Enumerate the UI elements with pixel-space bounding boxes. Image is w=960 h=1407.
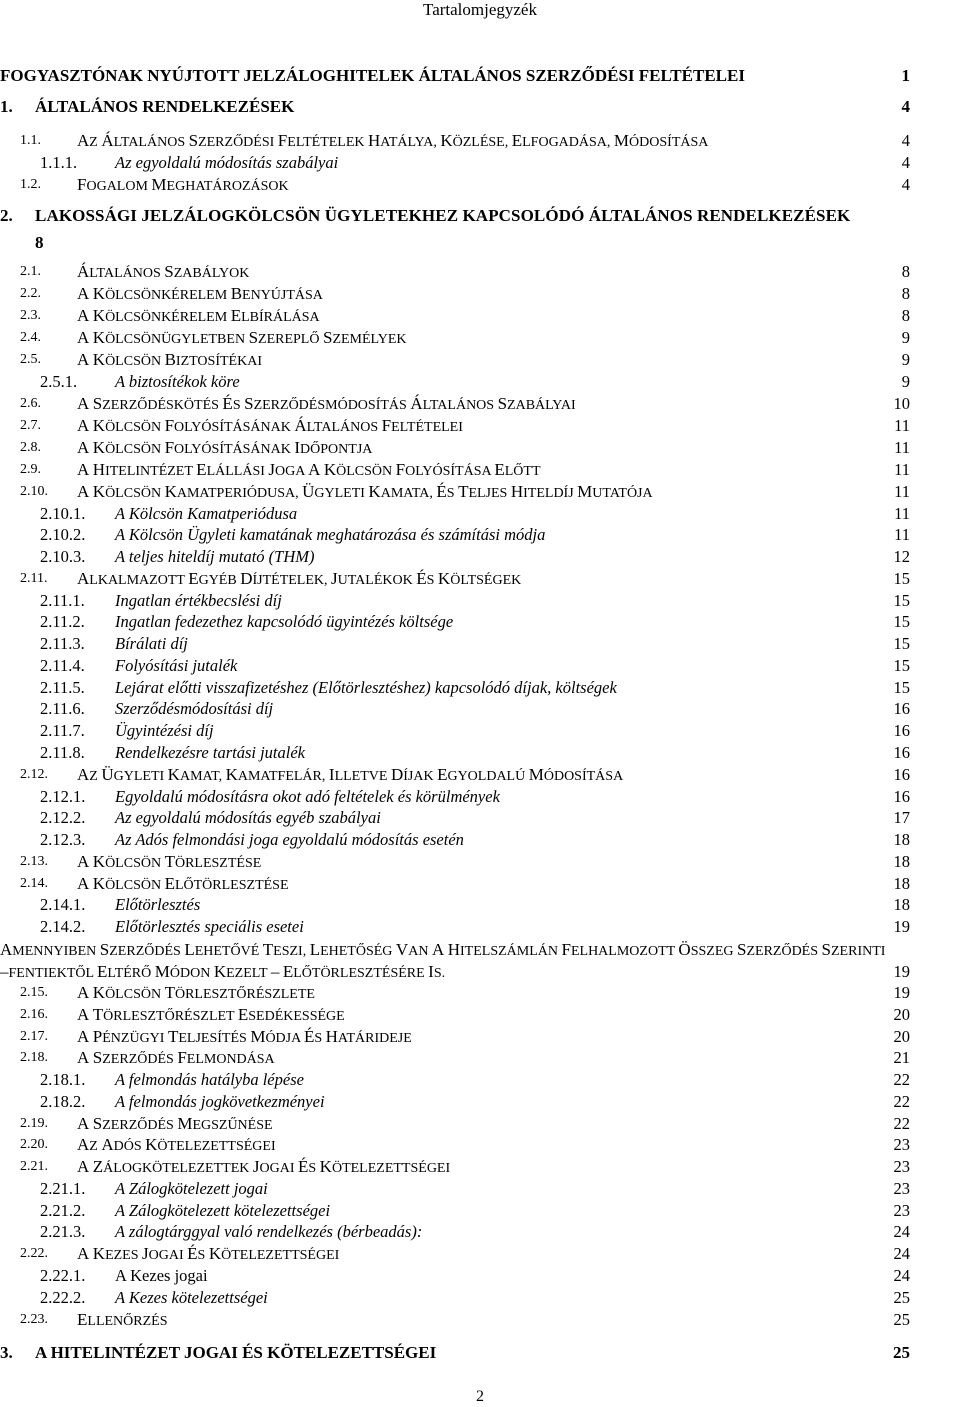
toc-entry-title: A TÖRLESZTŐRÉSZLET ESEDÉKESSÉGE	[77, 1005, 345, 1024]
toc-entry-number: 2.14.2.	[40, 917, 86, 936]
toc-entry-page: 11	[894, 416, 910, 435]
toc-entry-page: 11	[894, 482, 910, 501]
toc-entry-number: 2.10.	[20, 484, 48, 499]
toc-entry-title: A KÖLCSÖNÜGYLETBEN SZEREPLŐ SZEMÉLYEK	[77, 328, 407, 347]
toc-entry-page: 15	[893, 569, 910, 588]
toc-entry-page: 11	[894, 504, 910, 523]
toc-entry-page: 23	[893, 1201, 910, 1220]
toc-entry-title: A Kölcsön Kamatperiódusa	[115, 504, 298, 523]
toc-entry-title: A felmondás hatályba lépése	[115, 1070, 304, 1089]
toc-entry-title: FOGALOM MEGHATÁROZÁSOK	[77, 175, 289, 194]
toc-entry-title: A biztosítékok köre	[115, 372, 240, 391]
toc-entry-title: A Kezes jogai	[115, 1266, 208, 1285]
toc-entry-number: 2.22.1.	[40, 1266, 86, 1285]
toc-entry-title: ALKALMAZOTT EGYÉB DÍJTÉTELEK, JUTALÉKOK ÉS KÖLTSÉGEK	[77, 569, 522, 588]
toc-entry-title: A Kölcsön Ügyleti kamatának meghatározása és számítási módja	[115, 525, 546, 544]
toc-entry-title: –FENTIEKTŐL ELTÉRŐ MÓDON KEZELT – ELŐTÖRLESZTÉSÉRE IS.	[0, 962, 446, 981]
toc-entry-page: 4	[901, 153, 910, 172]
toc-entry-number: 2.11.3.	[40, 634, 85, 653]
toc-entry-page: 19	[893, 983, 910, 1002]
toc-entry-number: 2.11.	[20, 571, 48, 586]
toc-entry-number: 2.12.3.	[40, 830, 86, 849]
toc-entry-page: 8	[901, 262, 910, 281]
toc-entry-title: Bírálati díj	[115, 634, 188, 653]
toc-entry-title: Előtörlesztés	[115, 895, 201, 914]
toc-entry-page: 24	[893, 1222, 910, 1241]
toc-entry-title: A Kezes kötelezettségei	[115, 1288, 268, 1307]
toc-entry-page: 15	[893, 656, 910, 675]
toc-entry-number: 3.	[0, 1343, 13, 1362]
toc-entry-title: Előtörlesztés speciális esetei	[115, 917, 304, 936]
toc-entry-title: A KÖLCSÖN BIZTOSÍTÉKAI	[77, 350, 262, 369]
toc-entry-page: 16	[893, 787, 910, 806]
toc-entry-number: 2.18.	[20, 1050, 48, 1065]
toc-entry-page: 18	[893, 830, 910, 849]
toc-entry-number: 2.20.	[20, 1137, 48, 1152]
toc-entry-title: A Zálogkötelezett kötelezettségei	[115, 1201, 331, 1220]
toc-entry-title: A HITELINTÉZET ELÁLLÁSI JOGA A KÖLCSÖN FOLYÓSÍTÁSA ELŐTT	[77, 460, 541, 479]
toc-entry-page: 20	[893, 1027, 910, 1046]
toc-entry-page: 15	[893, 612, 910, 631]
toc-entry-title: A KÖLCSÖN TÖRLESZTŐRÉSZLETE	[77, 983, 315, 1002]
page-header: Tartalomjegyzék	[423, 0, 537, 19]
toc-entry-title: Ingatlan fedezethez kapcsolódó ügyintézés költsége	[115, 612, 454, 631]
toc-entry-number: 2.5.	[20, 352, 41, 367]
toc-entry-page: 25	[893, 1310, 910, 1329]
toc-entry-number: 2.1.	[20, 264, 41, 279]
toc-entry-number: 2.12.2.	[40, 808, 86, 827]
toc-entry-page: 23	[893, 1179, 910, 1198]
toc-entry-page: 15	[893, 678, 910, 697]
toc-entry-page: 11	[894, 460, 910, 479]
toc-entry-number: 2.14.	[20, 876, 48, 891]
toc-entry-title: ELLENŐRZÉS	[77, 1310, 168, 1329]
toc-entry-title: A KÖLCSÖN FOLYÓSÍTÁSÁNAK ÁLTALÁNOS FELTÉTELEI	[77, 416, 463, 435]
toc-entry-title: A HITELINTÉZET JOGAI ÉS KÖTELEZETTSÉGEI	[35, 1343, 437, 1362]
toc-entry-number: 2.11.8.	[40, 743, 85, 762]
toc-entry-page: 9	[901, 328, 910, 347]
toc-entry-number: 2.7.	[20, 418, 41, 433]
toc-entry-page: 8	[901, 306, 910, 325]
toc-entry-page: 4	[901, 175, 910, 194]
toc-entry-page: 24	[893, 1244, 910, 1263]
toc-entry-number: 2.10.2.	[40, 525, 86, 544]
toc-entry-title: A felmondás jogkövetkezményei	[115, 1092, 325, 1111]
toc-entry-number: 2.11.5.	[40, 678, 85, 697]
toc-entry-number: 2.19.	[20, 1116, 48, 1131]
toc-entry-number: 2.5.1.	[40, 372, 78, 391]
toc-entry-title: FOGYASZTÓNAK NYÚJTOTT JELZÁLOGHITELEK ÁLTALÁNOS SZERZŐDÉSI FELTÉTELEI	[0, 66, 745, 85]
toc-entry-page: 9	[901, 350, 910, 369]
toc-entry-title: A KÖLCSÖNKÉRELEM ELBÍRÁLÁSA	[77, 306, 320, 325]
toc-entry-page: 23	[893, 1157, 910, 1176]
toc-entry-title: A KÖLCSÖN TÖRLESZTÉSE	[77, 852, 262, 871]
toc-entry-page: 11	[894, 525, 910, 544]
toc-entry-number: 2.15.	[20, 985, 48, 1000]
toc-entry-title: A KÖLCSÖN FOLYÓSÍTÁSÁNAK IDŐPONTJA	[77, 438, 373, 457]
toc-entry-page: 9	[901, 372, 910, 391]
toc-entry-page: 19	[893, 962, 910, 981]
toc-entry-number: 2.16.	[20, 1007, 48, 1022]
toc-entry-title: LAKOSSÁGI JELZÁLOGKÖLCSÖN ÜGYLETEKHEZ KAPCSOLÓDÓ ÁLTALÁNOS RENDELKEZÉSEK	[35, 206, 851, 225]
toc-entry-title: A teljes hiteldíj mutató (THM)	[115, 547, 315, 566]
toc-entry-page: 25	[893, 1343, 910, 1362]
toc-entry-title: A KÖLCSÖN ELŐTÖRLESZTÉSE	[77, 874, 289, 893]
toc-entry-page: 22	[893, 1070, 910, 1089]
toc-entry-title: Az egyoldalú módosítás szabályai	[115, 153, 339, 172]
toc-entry-title: A SZERZŐDÉSKÖTÉS ÉS SZERZŐDÉSMÓDOSÍTÁS ÁLTALÁNOS SZABÁLYAI	[77, 394, 576, 413]
toc-entry-page: 23	[893, 1135, 910, 1154]
toc-entry-number: 2.6.	[20, 396, 41, 411]
toc-entry-page: 25	[893, 1288, 910, 1307]
toc-entry-page: 19	[893, 917, 910, 936]
toc-entry-title: A KEZES JOGAI ÉS KÖTELEZETTSÉGEI	[77, 1244, 340, 1263]
toc-entry-title: A KÖLCSÖN KAMATPERIÓDUSA, ÜGYLETI KAMATA, ÉS TELJES HITELDÍJ MUTATÓJA	[77, 482, 653, 501]
toc-entry-title: AZ ÁLTALÁNOS SZERZŐDÉSI FELTÉTELEK HATÁLYA, KÖZLÉSE, ELFOGADÁSA, MÓDOSÍTÁSA	[77, 131, 709, 150]
toc-entry-page: 20	[893, 1005, 910, 1024]
toc-entry-number: 2.21.	[20, 1159, 48, 1174]
toc-entry-number: 2.12.	[20, 767, 48, 782]
toc-entry-number: 2.21.2.	[40, 1201, 86, 1220]
toc-entry-page: 10	[893, 394, 910, 413]
toc-entry-number: 2.10.3.	[40, 547, 86, 566]
toc-entry-title: Folyósítási jutalék	[115, 656, 238, 675]
toc-entry-page: 18	[893, 895, 910, 914]
toc-entry-page: 16	[893, 721, 910, 740]
toc-entry-page: 11	[894, 438, 910, 457]
toc-entry-number: 2.11.1.	[40, 591, 85, 610]
toc-entry-number: 1.1.	[20, 133, 41, 148]
toc-entry-page: 18	[893, 874, 910, 893]
toc-entry-page: 15	[893, 591, 910, 610]
toc-entry-title: A SZERZŐDÉS MEGSZŰNÉSE	[77, 1114, 273, 1133]
toc-entry-number: 2.9.	[20, 462, 41, 477]
toc-entry-number: 2.18.1.	[40, 1070, 86, 1089]
toc-entry-number: 2.11.2.	[40, 612, 85, 631]
toc-entry-page: 16	[893, 765, 910, 784]
toc-entry-page: 17	[893, 808, 910, 827]
toc-entry-number: 2.11.6.	[40, 699, 85, 718]
toc-entry-title: A Zálogkötelezett jogai	[115, 1179, 268, 1198]
toc-entry-title: AZ ADÓS KÖTELEZETTSÉGEI	[77, 1135, 276, 1154]
toc-entry-title: Lejárat előtti visszafizetéshez (Előtörlesztéshez) kapcsolódó díjak, költségek	[115, 678, 617, 697]
toc-entry-title: A SZERZŐDÉS FELMONDÁSA	[77, 1048, 275, 1067]
toc-entry-page: 21	[893, 1048, 910, 1067]
toc-entry-page: 22	[893, 1092, 910, 1111]
toc-entry-title: ÁLTALÁNOS SZABÁLYOK	[77, 262, 250, 281]
toc-entry-number: 2.11.7.	[40, 721, 85, 740]
toc-entry-number: 2.21.3.	[40, 1222, 86, 1241]
toc-entry-title: A PÉNZÜGYI TELJESÍTÉS MÓDJA ÉS HATÁRIDEJE	[77, 1027, 412, 1046]
toc-entry-title: AMENNYIBEN SZERZŐDÉS LEHETŐVÉ TESZI, LEHETŐSÉG VAN A HITELSZÁMLÁN FELHALMOZOTT ÖSSZEG SZERZŐDÉS SZERINTI	[0, 940, 886, 959]
toc-entry-title: Szerződésmódosítási díj	[115, 699, 274, 718]
toc-entry-number: 2.12.1.	[40, 787, 86, 806]
toc-entry-title: ÁLTALÁNOS RENDELKEZÉSEK	[35, 97, 295, 116]
toc-entry-number: 2.8.	[20, 440, 41, 455]
toc-entry-title: AZ ÜGYLETI KAMAT, KAMATFELÁR, ILLETVE DÍJAK EGYOLDALÚ MÓDOSÍTÁSA	[77, 765, 624, 784]
toc-entry-page: 8	[901, 284, 910, 303]
toc-entry-number: 2.13.	[20, 854, 48, 869]
toc-entry-title: Egyoldalú módosításra okot adó feltételek és körülmények	[115, 787, 500, 806]
toc-entry-page: 16	[893, 743, 910, 762]
page-number: 2	[476, 1388, 484, 1405]
toc-entry-number: 2.23.	[20, 1312, 48, 1327]
toc-entry-number: 1.1.1.	[40, 153, 78, 172]
toc-entry-number: 2.18.2.	[40, 1092, 86, 1111]
toc-entry-title: Az Adós felmondási joga egyoldalú módosítás esetén	[115, 830, 464, 849]
toc-entry-page: 16	[893, 699, 910, 718]
toc-entry-number: 2.	[0, 206, 13, 225]
toc-entry-title: Rendelkezésre tartási jutalék	[115, 743, 305, 762]
toc-entry-page: 4	[901, 131, 910, 150]
toc-entry-page: 1	[901, 66, 910, 85]
toc-entry-title: A ZÁLOGKÖTELEZETTEK JOGAI ÉS KÖTELEZETTSÉGEI	[77, 1157, 451, 1176]
toc-entry-title: A KÖLCSÖNKÉRELEM BENYÚJTÁSA	[77, 284, 323, 303]
toc-entry-number: 2.22.	[20, 1246, 48, 1261]
toc-entry-title: A zálogtárggyal való rendelkezés (bérbeadás):	[115, 1222, 423, 1241]
toc-entry-number: 2.4.	[20, 330, 41, 345]
toc-entry-title: Ügyintézési díj	[115, 721, 214, 740]
toc-entry-number: 2.14.1.	[40, 895, 86, 914]
toc-entry-page: 24	[893, 1266, 910, 1285]
toc-entry-number: 2.11.4.	[40, 656, 85, 675]
toc-entry-page: 8	[35, 233, 44, 252]
toc-entry-number: 2.2.	[20, 286, 41, 301]
toc-entry-number: 2.21.1.	[40, 1179, 86, 1198]
toc-entry-page: 4	[901, 97, 910, 116]
toc-entry-number: 1.2.	[20, 177, 41, 192]
toc-entry-number: 2.3.	[20, 308, 41, 323]
toc-entry-title: Ingatlan értékbecslési díj	[115, 591, 282, 610]
toc-entry-page: 12	[893, 547, 910, 566]
toc-entry-number: 1.	[0, 97, 13, 116]
toc-entry-title: Az egyoldalú módosítás egyéb szabályai	[115, 808, 381, 827]
toc-entry-page: 18	[893, 852, 910, 871]
toc-entry-page: 22	[893, 1114, 910, 1133]
toc-entry-number: 2.22.2.	[40, 1288, 86, 1307]
toc-entry-page: 15	[893, 634, 910, 653]
toc-entry-number: 2.17.	[20, 1029, 48, 1044]
toc-entry-number: 2.10.1.	[40, 504, 86, 523]
